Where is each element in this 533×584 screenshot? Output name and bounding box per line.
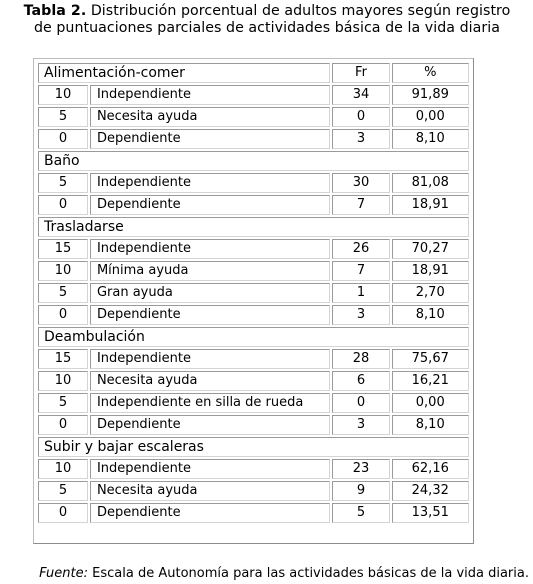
table-row bbox=[38, 239, 469, 259]
table-row bbox=[38, 393, 469, 413]
label-cell: Independiente bbox=[90, 85, 331, 105]
score-cell: 5 bbox=[38, 107, 88, 127]
fr-cell: 34 bbox=[332, 85, 389, 105]
table-row bbox=[38, 195, 469, 215]
score-cell: 0 bbox=[38, 305, 88, 325]
score-cell: 15 bbox=[38, 349, 88, 369]
label-cell: Dependiente bbox=[90, 129, 331, 149]
fr-cell: 3 bbox=[332, 415, 389, 435]
label-cell: Independiente bbox=[90, 459, 331, 479]
score-cell: 0 bbox=[38, 503, 88, 523]
section-title: Deambulación bbox=[38, 327, 469, 347]
caption-line-2: de puntuaciones parciales de actividades básica de la vida diaria bbox=[33, 20, 500, 36]
fr-cell: 0 bbox=[332, 107, 389, 127]
caption-label: Tabla 2. bbox=[23, 3, 87, 19]
score-cell: 5 bbox=[38, 393, 88, 413]
section-title: Trasladarse bbox=[38, 217, 469, 237]
table-row bbox=[38, 481, 469, 501]
pct-cell: 2,70 bbox=[392, 283, 469, 303]
label-cell: Dependiente bbox=[90, 503, 331, 523]
score-cell: 10 bbox=[38, 85, 88, 105]
fr-cell: 23 bbox=[332, 459, 389, 479]
pct-cell: 91,89 bbox=[392, 85, 469, 105]
table-row bbox=[38, 415, 469, 435]
score-cell: 0 bbox=[38, 129, 88, 149]
label-cell: Necesita ayuda bbox=[90, 481, 331, 501]
table-row bbox=[38, 173, 469, 193]
pct-cell: 18,91 bbox=[392, 195, 469, 215]
fr-cell: 26 bbox=[332, 239, 389, 259]
table-caption bbox=[4, 3, 530, 37]
fr-cell: 3 bbox=[332, 129, 389, 149]
score-cell: 0 bbox=[38, 195, 88, 215]
section-row bbox=[38, 217, 469, 237]
fr-cell: 30 bbox=[332, 173, 389, 193]
pct-cell: 70,27 bbox=[392, 239, 469, 259]
section-row bbox=[38, 151, 469, 171]
pct-cell: 75,67 bbox=[392, 349, 469, 369]
label-cell: Independiente bbox=[90, 349, 331, 369]
score-cell: 5 bbox=[38, 283, 88, 303]
label-cell: Dependiente bbox=[90, 305, 331, 325]
column-header-pct: % bbox=[392, 63, 469, 83]
pct-cell: 0,00 bbox=[392, 107, 469, 127]
fr-cell: 3 bbox=[332, 305, 389, 325]
table-footnote bbox=[0, 566, 533, 582]
fr-cell: 9 bbox=[332, 481, 389, 501]
label-cell: Necesita ayuda bbox=[90, 107, 331, 127]
data-table bbox=[36, 61, 471, 525]
label-cell: Independiente bbox=[90, 239, 331, 259]
footnote-label: Fuente: bbox=[39, 566, 88, 581]
table-body bbox=[38, 63, 469, 523]
fr-cell: 7 bbox=[332, 261, 389, 281]
score-cell: 5 bbox=[38, 481, 88, 501]
caption-title: Distribución porcentual de adultos mayores según registro bbox=[90, 3, 511, 19]
footnote-text: Escala de Autonomía para las actividades básicas de la vida diaria. bbox=[92, 566, 529, 581]
fr-cell: 5 bbox=[332, 503, 389, 523]
pct-cell: 16,21 bbox=[392, 371, 469, 391]
score-cell: 10 bbox=[38, 371, 88, 391]
score-cell: 5 bbox=[38, 173, 88, 193]
section-row bbox=[38, 437, 469, 457]
pct-cell: 13,51 bbox=[392, 503, 469, 523]
table-row bbox=[38, 503, 469, 523]
pct-cell: 8,10 bbox=[392, 415, 469, 435]
score-cell: 10 bbox=[38, 261, 88, 281]
score-cell: 10 bbox=[38, 459, 88, 479]
pct-cell: 62,16 bbox=[392, 459, 469, 479]
pct-cell: 8,10 bbox=[392, 305, 469, 325]
section-title: Baño bbox=[38, 151, 469, 171]
table-row bbox=[38, 283, 469, 303]
fr-cell: 28 bbox=[332, 349, 389, 369]
pct-cell: 81,08 bbox=[392, 173, 469, 193]
section-title: Alimentación-comer bbox=[38, 63, 330, 83]
fr-cell: 7 bbox=[332, 195, 389, 215]
table-row bbox=[38, 129, 469, 149]
table-row bbox=[38, 85, 469, 105]
pct-cell: 8,10 bbox=[392, 129, 469, 149]
label-cell: Necesita ayuda bbox=[90, 371, 331, 391]
score-cell: 15 bbox=[38, 239, 88, 259]
label-cell: Mínima ayuda bbox=[90, 261, 331, 281]
table-row bbox=[38, 261, 469, 281]
pct-cell: 18,91 bbox=[392, 261, 469, 281]
pct-cell: 0,00 bbox=[392, 393, 469, 413]
pct-cell: 24,32 bbox=[392, 481, 469, 501]
section-title: Subir y bajar escaleras bbox=[38, 437, 469, 457]
fr-cell: 1 bbox=[332, 283, 389, 303]
caption-line-1 bbox=[4, 3, 530, 20]
label-cell: Independiente en silla de rueda bbox=[90, 393, 331, 413]
fr-cell: 0 bbox=[332, 393, 389, 413]
table-row bbox=[38, 107, 469, 127]
label-cell: Dependiente bbox=[90, 195, 331, 215]
label-cell: Gran ayuda bbox=[90, 283, 331, 303]
table-row bbox=[38, 349, 469, 369]
table-row bbox=[38, 459, 469, 479]
score-cell: 0 bbox=[38, 415, 88, 435]
label-cell: Independiente bbox=[90, 173, 331, 193]
section-row bbox=[38, 327, 469, 347]
column-header-fr: Fr bbox=[332, 63, 389, 83]
table-row bbox=[38, 371, 469, 391]
table-row bbox=[38, 305, 469, 325]
section-row bbox=[38, 63, 469, 83]
label-cell: Dependiente bbox=[90, 415, 331, 435]
fr-cell: 6 bbox=[332, 371, 389, 391]
